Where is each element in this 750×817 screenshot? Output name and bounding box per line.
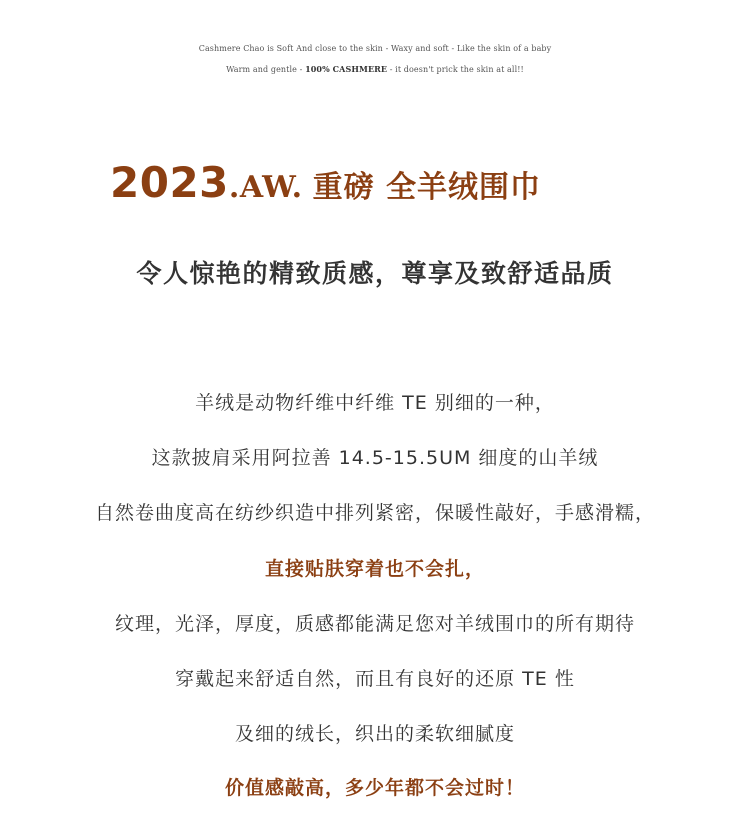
body-line-1: 羊绒是动物纤维中纤维 TE 别细的一种，: [195, 392, 555, 414]
body-line-2: 这款披肩采用阿拉善 14.5-15.5UM 细度的山羊绒: [151, 447, 599, 469]
body-line-5: 纹理，光泽，厚度，质感都能满足您对羊绒围巾的所有期待: [114, 613, 635, 635]
tagline-text-before: Warm and gentle -: [226, 65, 306, 74]
tagline-cashmere-bold: 100% CASHMERE: [305, 64, 388, 74]
tagline-line-2: [0, 64, 750, 74]
subheadline: 令人惊艳的精致质感，尊享及致舒适品质: [136, 259, 614, 288]
tagline-text-after: - it doesn't prick the skin at all!!: [387, 65, 524, 74]
tagline-line-1: Cashmere Chao is Soft And close to the skin - Waxy and soft - Like the skin of a baby: [198, 44, 552, 53]
body-line-6: 穿戴起来舒适自然，而且有良好的还原 TE 性: [175, 668, 575, 690]
headline-season: .AW.: [228, 170, 303, 205]
body-line-8-highlight: 价值感敲高，多少年都不会过时！: [224, 777, 525, 799]
body-line-7: 及细的绒长，织出的柔软细腻度: [234, 723, 515, 745]
headline-year: 2023: [110, 158, 229, 207]
headline: [110, 158, 541, 210]
body-line-3: 自然卷曲度高在纺纱织造中排列紧密，保暖性敲好，手感滑糯，: [94, 502, 655, 524]
headline-title: 重磅 全羊绒围巾: [312, 170, 542, 205]
body-line-4-highlight: 直接贴肤穿着也不会扎，: [264, 558, 485, 580]
